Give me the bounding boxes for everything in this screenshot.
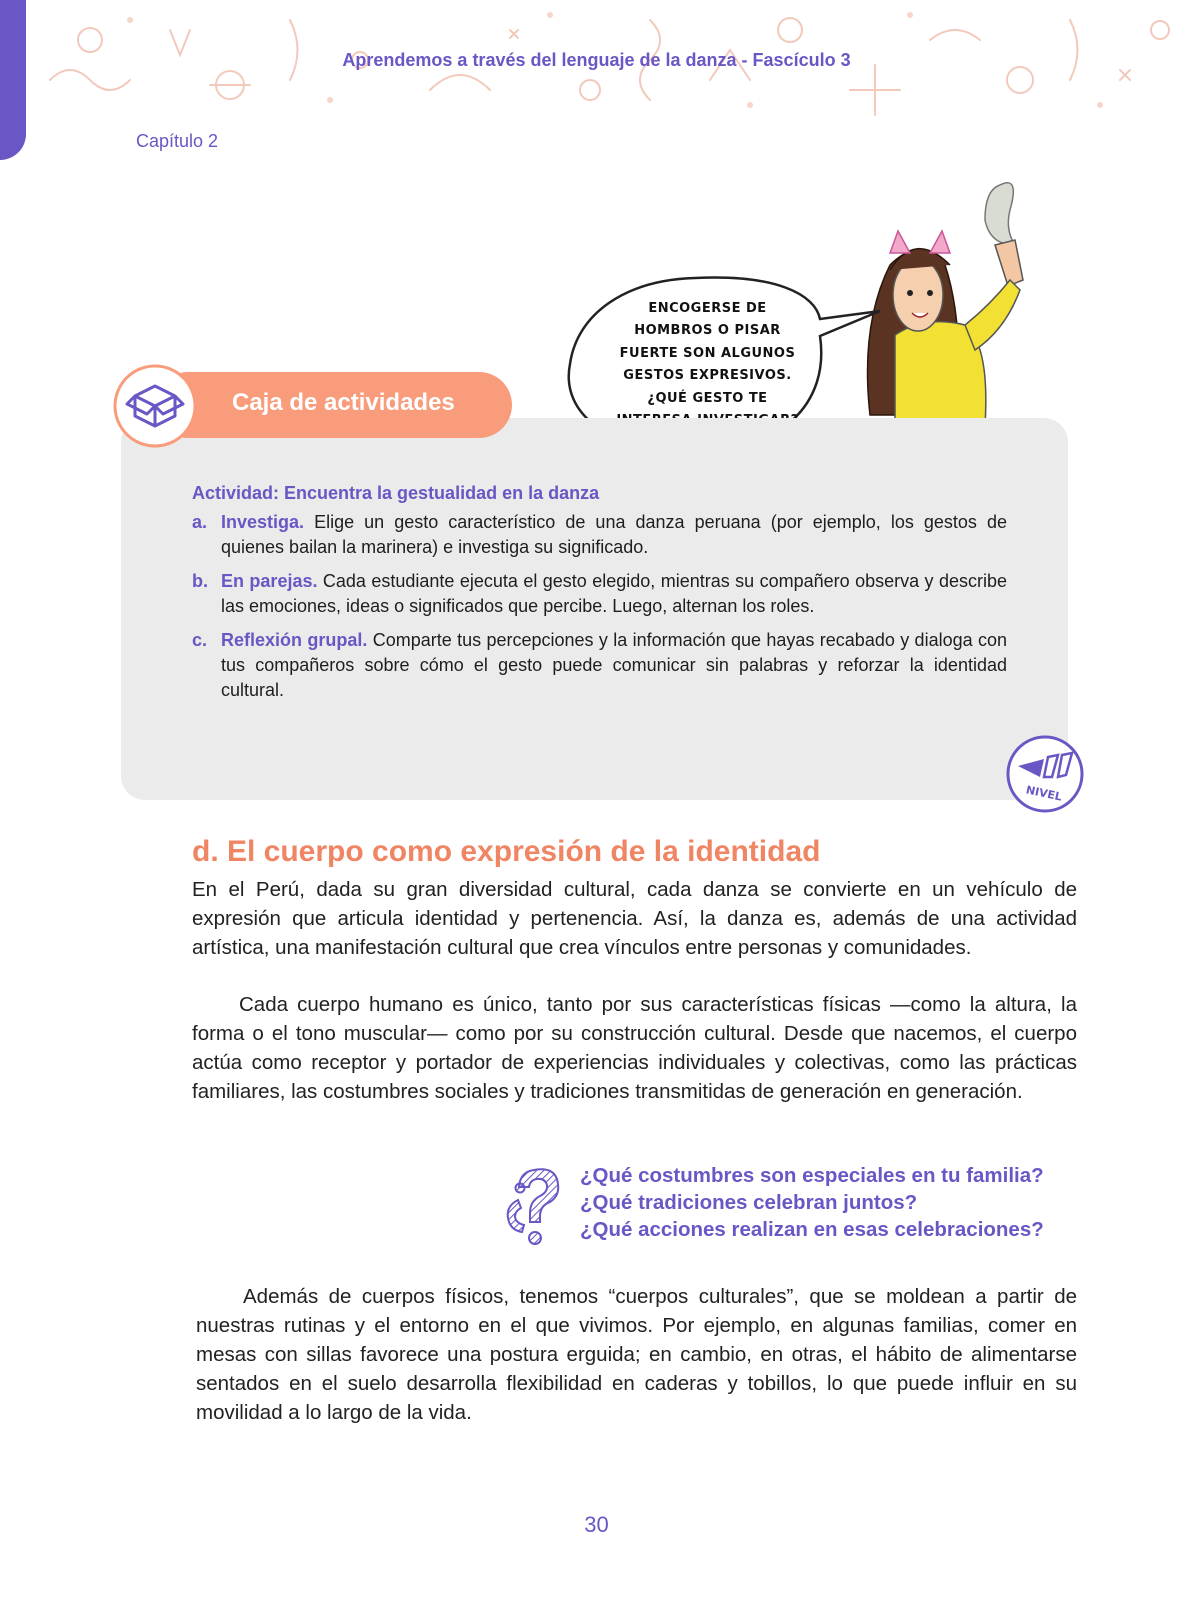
bubble-line: ENCOGERSE DE [648,301,767,316]
activity-title: Actividad: Encuentra la gestualidad en la danza [192,483,600,503]
chapter-label: Capítulo 2 [136,131,219,151]
item-lead: Investiga. [221,512,305,532]
question-line: ¿Qué costumbres son especiales en tu familia? [580,1164,1044,1187]
paragraph-1: En el Perú, dada su gran diversidad cultural, cada danza se convierte en un vehículo de expresión que articula identidad y pertenencia. Así, la danza es, además de una actividad artística, una manifestación cultural que crea vínculos entre personas y comunidades. [192,878,1077,959]
bubble-line: GESTOS EXPRESIVOS. [623,368,792,384]
item-letter: c. [192,630,208,650]
question-line: ¿Qué tradiciones celebran juntos? [580,1191,918,1214]
nivel-icon [1004,733,1086,815]
paragraph-2: Cada cuerpo humano es único, tanto por sus características físicas —como la altura, la forma o el tono muscular— como por su construcción cultural. Desde que nacemos, el cuerpo actúa como receptor y portador de experiencias individuales y colectivas, como las prácticas familiares, las costumbres sociales y tradiciones transmitidas de generación en generación. [192,993,1077,1103]
section-title: d. El cuerpo como expresión de la identidad [192,835,821,868]
activity-item-a [192,510,1007,560]
activity-item-c [192,628,1007,703]
page-number: 30 [584,1512,609,1537]
side-tab [0,0,26,160]
question-marks-icon [504,1160,566,1252]
question-line: ¿Qué acciones realizan en esas celebraciones? [580,1218,1044,1241]
item-text: Comparte tus percepciones y la información que hayas recabado y dialoga con tus compañeros sobre cómo el gesto puede comunicar sin palabras y reforzar la identidad cultural. [221,630,1007,700]
reflection-questions [580,1162,1044,1243]
activity-box-label: Caja de actividades [232,389,455,416]
paragraph-3: Además de cuerpos físicos, tenemos “cuerpos culturales”, que se moldean a partir de nuestras rutinas y el entorno en el que vivimos. Por ejemplo, en algunas familias, comer en mesas con sillas favorece una postura erguida; en cambio, en otras, el hábito de alimentarse sentados en el suelo desarrolla flexibilidad en caderas y tobillos, lo que puede influir en su movilidad a lo largo de la vida. [196,1285,1077,1424]
bubble-line: HOMBROS O PISAR [634,323,781,339]
bubble-line: FUERTE SON ALGUNOS [619,345,796,361]
item-lead: Reflexión grupal. [221,630,368,650]
item-letter: b. [192,571,208,591]
bubble-line: ¿QUÉ GESTO TE [647,390,768,406]
speech-bubble-text [600,298,815,432]
item-lead: En parejas. [221,571,318,591]
item-text: Elige un gesto característico de una danza peruana (por ejemplo, los gestos de quienes bailan la marinera) e investiga su significado. [221,512,1007,557]
box-icon [113,364,197,448]
item-letter: a. [192,512,208,532]
nivel-label: NIVEL [1024,783,1064,804]
item-text: Cada estudiante ejecuta el gesto elegido, mientras su compañero observa y describe las emociones, ideas o significados que percibe. Luego, alternan los roles. [221,571,1008,616]
header-title: Aprendemos a través del lenguaje de la danza - Fascículo 3 [342,50,851,70]
activity-item-b [192,569,1007,619]
